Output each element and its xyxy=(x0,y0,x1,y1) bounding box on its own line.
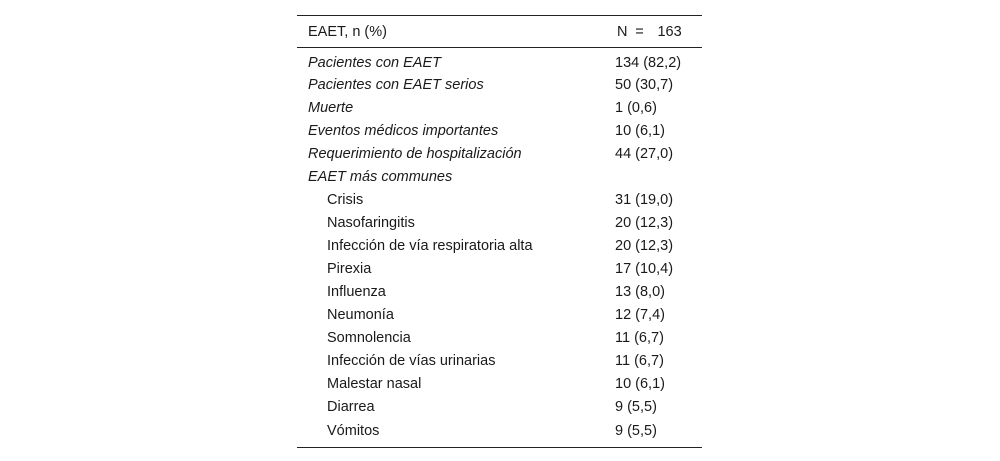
header-n-value: 163 xyxy=(657,23,682,40)
row-label: EAET más communes xyxy=(308,168,453,185)
table-row xyxy=(297,234,702,257)
table-row xyxy=(297,257,702,280)
table-row xyxy=(297,211,702,234)
adverse-events-table-container xyxy=(297,15,702,448)
row-value: 11 (6,7) xyxy=(615,329,664,346)
table-row xyxy=(297,165,702,188)
header-n-sep: = xyxy=(635,23,644,40)
row-label: Pacientes con EAET xyxy=(308,54,441,71)
row-value: 9 (5,5) xyxy=(615,398,657,415)
table-row xyxy=(297,142,702,165)
row-value: 50 (30,7) xyxy=(615,76,674,93)
row-label: Neumonía xyxy=(327,306,394,323)
row-value: 13 (8,0) xyxy=(615,283,665,300)
table-header-row xyxy=(297,16,702,48)
row-value: 9 (5,5) xyxy=(615,422,657,439)
row-value xyxy=(615,165,702,188)
table-row xyxy=(297,188,702,211)
row-value: 134 (82,2) xyxy=(615,54,682,71)
table-row xyxy=(297,326,702,349)
row-value: 11 (6,7) xyxy=(615,352,664,369)
row-label: Requerimiento de hospitalización xyxy=(308,145,522,162)
table-row xyxy=(297,73,702,96)
header-n xyxy=(615,16,702,48)
header-n-label: N xyxy=(617,23,628,40)
adverse-events-table xyxy=(297,15,702,447)
row-label: Somnolencia xyxy=(327,329,411,346)
table-row xyxy=(297,280,702,303)
table-row xyxy=(297,418,702,447)
row-value: 17 (10,4) xyxy=(615,260,674,277)
table-row xyxy=(297,96,702,119)
row-label: Pacientes con EAET serios xyxy=(308,76,484,93)
table-row xyxy=(297,372,702,395)
table-bottom-rule xyxy=(297,447,702,448)
row-label: Nasofaringitis xyxy=(327,214,415,231)
table-row xyxy=(297,303,702,326)
row-value: 44 (27,0) xyxy=(615,145,674,162)
row-label: Influenza xyxy=(327,283,386,300)
table-row xyxy=(297,48,702,74)
row-label: Crisis xyxy=(327,191,364,208)
row-value: 10 (6,1) xyxy=(615,122,665,139)
header-eaet: EAET, n (%) xyxy=(297,16,615,48)
row-label: Eventos médicos importantes xyxy=(308,122,499,139)
table-row xyxy=(297,349,702,372)
row-label: Muerte xyxy=(308,99,354,116)
row-label: Malestar nasal xyxy=(327,375,422,392)
row-value: 20 (12,3) xyxy=(615,214,674,231)
row-label: Infección de vía respiratoria alta xyxy=(327,237,533,254)
row-label: Diarrea xyxy=(327,398,375,415)
row-value: 12 (7,4) xyxy=(615,306,665,323)
row-label: Vómitos xyxy=(327,422,380,439)
row-value: 1 (0,6) xyxy=(615,99,657,116)
row-label: Pirexia xyxy=(327,260,372,277)
table-row xyxy=(297,119,702,142)
table-row xyxy=(297,395,702,418)
row-value: 10 (6,1) xyxy=(615,375,665,392)
row-label: Infección de vías urinarias xyxy=(327,352,496,369)
row-value: 20 (12,3) xyxy=(615,237,674,254)
row-value: 31 (19,0) xyxy=(615,191,674,208)
